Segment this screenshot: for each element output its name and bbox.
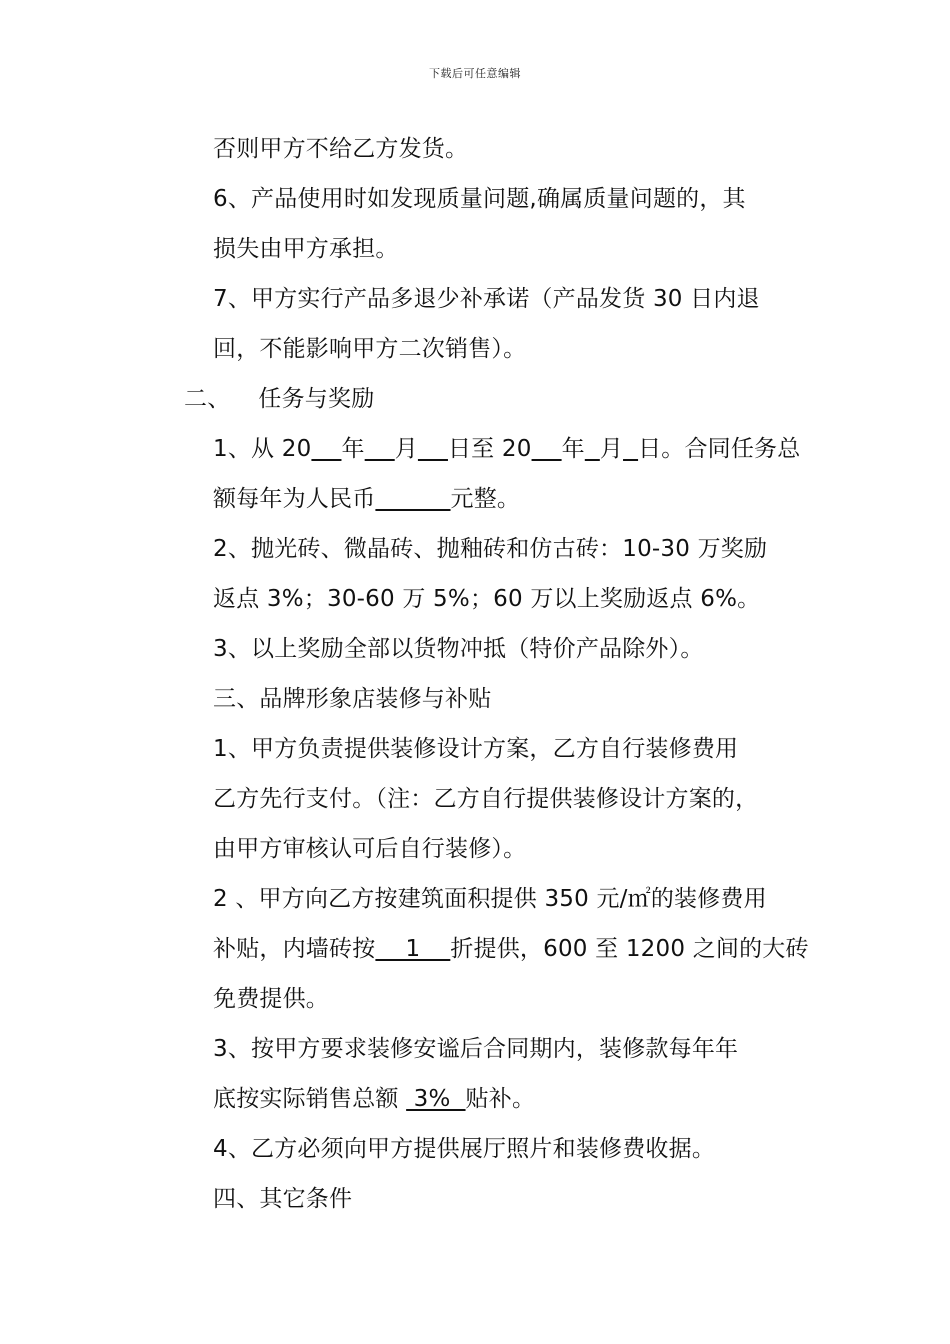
paragraph-line: 6、产品使用时如发现质量问题,确属质量问题的，其 [213, 186, 746, 212]
paragraph-line: 否则甲方不给乙方发货。 [213, 136, 469, 162]
blank-field: 3% [406, 1086, 466, 1112]
paragraph-line: 2、抛光砖、微晶砖、抛釉砖和仿古砖：10-30 万奖励 [213, 536, 768, 562]
section-heading: 二、 任务与奖励 [184, 386, 375, 412]
paragraph-line: 免费提供。 [213, 986, 329, 1012]
blank-field: 1 [375, 936, 451, 962]
blank-field [365, 436, 395, 462]
paragraph-line: 4、乙方必须向甲方提供展厅照片和装修费收据。 [213, 1136, 716, 1162]
blank-field [418, 436, 448, 462]
paragraph-line: 2 、甲方向乙方按建筑面积提供 350 元/㎡的装修费用 [213, 886, 767, 912]
paragraph-line: 1、从 20 年 月 日至 20 年 月 日。合同任务总 [213, 436, 801, 462]
paragraph-line: 额每年为人民币 元整。 [213, 486, 521, 512]
paragraph-line: 3、以上奖励全部以货物冲抵（特价产品除外）。 [213, 636, 704, 662]
paragraph-line: 底按实际销售总额 3% 贴补。 [213, 1086, 536, 1112]
section-heading: 四、其它条件 [213, 1186, 353, 1212]
paragraph-line: 1、甲方负责提供装修设计方案，乙方自行装修费用 [213, 736, 739, 762]
blank-field [585, 436, 600, 462]
blank-field [623, 436, 638, 462]
page-header: 下载后可任意编辑 [429, 67, 521, 80]
blank-field [532, 436, 562, 462]
paragraph-line: 损失由甲方承担。 [213, 236, 399, 262]
blank-field [311, 436, 341, 462]
paragraph-line: 由甲方审核认可后自行装修）。 [213, 836, 527, 862]
paragraph-line: 3、按甲方要求装修安谧后合同期内，装修款每年年 [213, 1036, 739, 1062]
section-heading: 三、品牌形象店装修与补贴 [213, 686, 492, 712]
paragraph-line: 补贴，内墙砖按 1 折提供，600 至 1200 之间的大砖 [213, 936, 809, 962]
paragraph-line: 回，不能影响甲方二次销售）。 [213, 336, 527, 362]
blank-field [375, 486, 450, 512]
paragraph-line: 7、甲方实行产品多退少补承诺（产品发货 30 日内退 [213, 286, 760, 312]
paragraph-line: 乙方先行支付。（注：乙方自行提供装修设计方案的， [213, 786, 759, 812]
paragraph-line: 返点 3%；30-60 万 5%；60 万以上奖励返点 6%。 [213, 586, 761, 612]
